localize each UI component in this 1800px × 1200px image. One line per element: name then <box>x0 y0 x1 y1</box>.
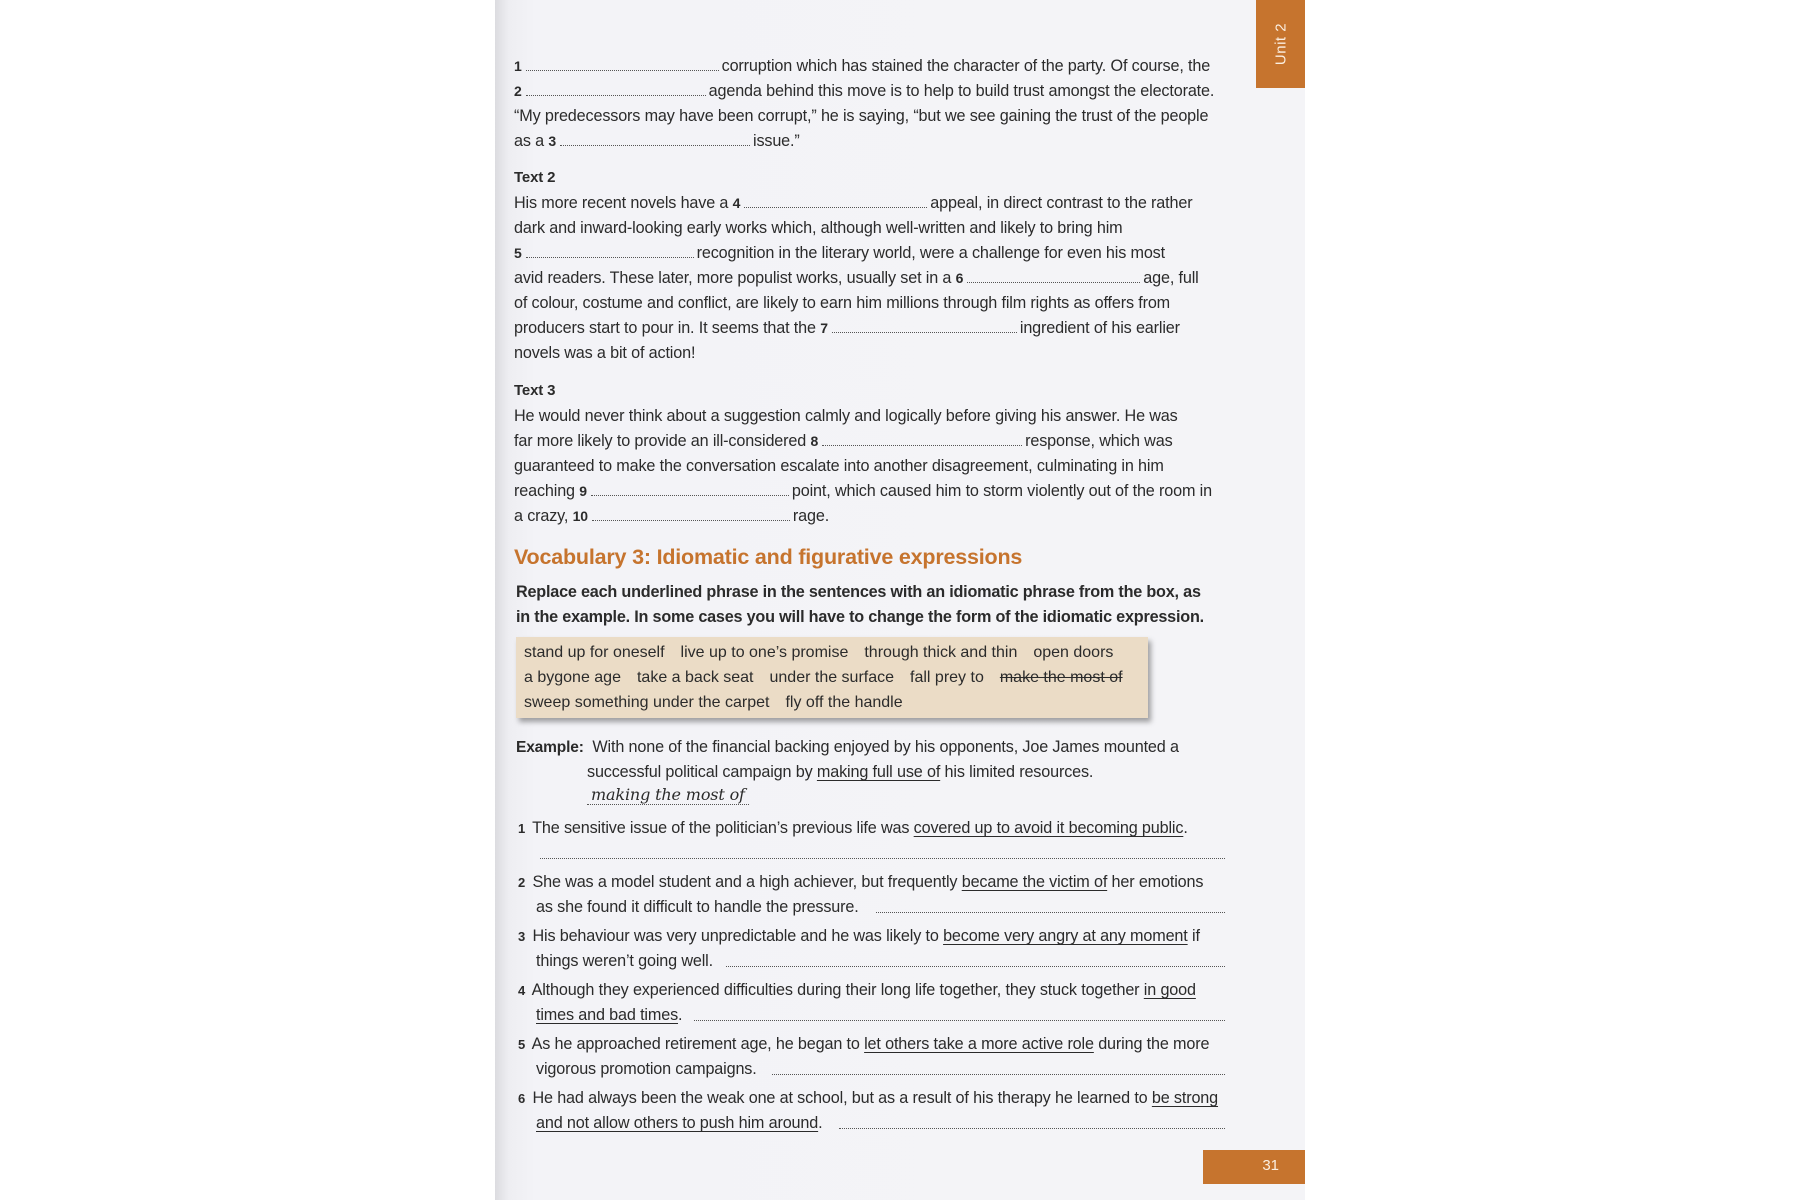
underlined-phrase: became the victim of <box>961 873 1108 891</box>
exercise-item-5 <box>518 1034 1209 1055</box>
text3-line3: guaranteed to make the conversation escalate into another disagreement, culminating in him <box>514 457 1164 475</box>
text: She was a model student and a high achiever, but frequently <box>532 873 958 891</box>
text: With none of the financial backing enjoyed by his opponents, Joe James mounted a <box>592 738 1179 756</box>
blank-number: 1 <box>514 58 522 74</box>
blank-number: 9 <box>579 483 587 499</box>
exercise-item-3-line2 <box>536 951 713 971</box>
text: He had always been the weak one at school, but as a result of his therapy he learned to <box>532 1089 1148 1107</box>
underlined-phrase: making full use of <box>816 763 941 781</box>
section-title: Vocabulary 3: Idiomatic and figurative expressions <box>514 545 1023 569</box>
exercise-item-5-line2 <box>536 1059 757 1079</box>
exercise-item-6 <box>518 1088 1218 1109</box>
underlined-phrase: in good <box>1143 981 1196 999</box>
blank-number: 3 <box>548 133 556 149</box>
text: His behaviour was very unpredictable and he was likely to <box>532 927 939 945</box>
text2-line7: novels was a bit of action! <box>514 344 696 362</box>
exercise-item-3 <box>518 926 1200 947</box>
answer-blank-1[interactable] <box>526 56 719 71</box>
answer-line-3[interactable] <box>726 966 1225 967</box>
idiom: live up to one’s promise <box>680 644 849 661</box>
idiom: fly off the handle <box>785 694 903 711</box>
text: recognition in the literary world, were a challenge for even his most <box>696 244 1165 262</box>
item-number: 1 <box>518 821 526 836</box>
blank-number: 7 <box>820 320 828 336</box>
handwritten-answer: making the most of <box>587 785 749 805</box>
text: as a <box>514 132 544 150</box>
item-number: 3 <box>518 929 526 944</box>
text2-line3 <box>514 243 1165 263</box>
answer-line-4[interactable] <box>694 1020 1225 1021</box>
idiom: sweep something under the carpet <box>524 694 770 711</box>
instruction-line1: Replace each underlined phrase in the sentences with an idiomatic phrase from the box, as <box>516 583 1201 601</box>
item-number: 5 <box>518 1037 526 1052</box>
idiom: a bygone age <box>524 669 621 686</box>
answer-blank-2[interactable] <box>526 81 706 96</box>
idiom: fall prey to <box>910 669 984 686</box>
answer-blank-5[interactable] <box>526 243 694 258</box>
underlined-phrase: times and bad times <box>536 1006 679 1024</box>
example-line1 <box>516 737 1179 758</box>
underlined-phrase: and not allow others to push him around <box>536 1114 819 1132</box>
text: As he approached retirement age, he began to <box>531 1035 860 1053</box>
text1-line1 <box>514 56 1210 76</box>
blank-number: 8 <box>810 433 819 449</box>
example-label: Example: <box>516 739 584 756</box>
text: agenda behind this move is to help to build trust amongst the electorate. <box>708 82 1215 100</box>
idiom-row <box>524 694 919 712</box>
text: her emotions <box>1111 873 1204 891</box>
answer-blank-8[interactable] <box>822 431 1022 446</box>
text: The sensitive issue of the politician’s previous life was <box>532 819 910 837</box>
exercise-item-4-line2 <box>536 1005 682 1025</box>
text: appeal, in direct contrast to the rather <box>930 194 1193 212</box>
text: ingredient of his earlier <box>1019 319 1180 337</box>
text1-line3: “My predecessors may have been corrupt,” he is saying, “but we see gaining the trust of the people <box>514 107 1209 125</box>
answer-blank-9[interactable] <box>591 481 789 496</box>
blank-number: 5 <box>514 245 522 261</box>
text: producers start to pour in. It seems that the <box>514 319 816 337</box>
text: His more recent novels have a <box>514 194 729 212</box>
underlined-phrase: let others take a more active role <box>864 1035 1094 1053</box>
text2-line5: of colour, costume and conflict, are likely to earn him millions through film rights as offers from <box>514 294 1171 312</box>
idiom: stand up for oneself <box>524 644 665 661</box>
idiom: under the surface <box>769 669 895 686</box>
text: as she found it difficult to handle the pressure. <box>536 898 859 916</box>
text: . <box>678 1006 683 1024</box>
text2-line4 <box>514 268 1199 288</box>
answer-line-6[interactable] <box>839 1128 1225 1129</box>
answer-line-5[interactable] <box>772 1074 1225 1075</box>
exercise-item-2 <box>518 872 1203 893</box>
instruction-line2: in the example. In some cases you will have to change the form of the idiomatic expression. <box>516 608 1204 626</box>
answer-blank-10[interactable] <box>592 506 790 521</box>
text2-heading: Text 2 <box>514 169 556 186</box>
exercise-item-1 <box>518 818 1188 839</box>
text: issue.” <box>753 132 800 150</box>
text3-line2 <box>514 431 1173 451</box>
text1-line2 <box>514 81 1214 101</box>
page-number-box <box>1203 1150 1305 1184</box>
text: . <box>818 1114 823 1132</box>
text: vigorous promotion campaigns. <box>536 1060 757 1078</box>
answer-line-1[interactable] <box>540 858 1225 859</box>
answer-blank-7[interactable] <box>832 318 1017 333</box>
text: during the more <box>1098 1035 1210 1053</box>
blank-number: 10 <box>572 508 588 524</box>
exercise-item-6-line2 <box>536 1113 822 1133</box>
answer-line-2[interactable] <box>876 912 1225 913</box>
text1-line4 <box>514 131 800 151</box>
idiom: take a back seat <box>636 669 754 686</box>
example-line2 <box>587 762 1093 782</box>
text: response, which was <box>1025 432 1173 450</box>
text: his limited resources. <box>944 763 1094 781</box>
idiom: through thick and thin <box>864 644 1018 661</box>
text: far more likely to provide an ill-considered <box>514 432 807 450</box>
exercise-item-4 <box>518 980 1196 1001</box>
text2-line1 <box>514 193 1192 213</box>
exercise-item-2-line2 <box>536 897 859 917</box>
idiom-box <box>516 637 1148 718</box>
answer-blank-4[interactable] <box>744 193 927 208</box>
underlined-phrase: be strong <box>1151 1089 1219 1107</box>
text: a crazy, <box>514 507 569 525</box>
text: avid readers. These later, more populist works, usually set in a <box>514 269 952 287</box>
text3-line1: He would never think about a suggestion calmly and logically before giving his answer. He was <box>514 407 1178 425</box>
text3-heading: Text 3 <box>514 382 556 399</box>
text: corruption which has stained the character of the party. Of course, the <box>721 57 1211 75</box>
underlined-phrase: become very angry at any moment <box>943 927 1188 945</box>
text: age, full <box>1143 269 1199 287</box>
item-number: 2 <box>518 875 526 890</box>
item-number: 4 <box>518 983 526 998</box>
text: point, which caused him to storm violently out of the room in <box>791 482 1212 500</box>
idiom-crossed-out: make the most of <box>999 669 1123 686</box>
text: rage. <box>792 507 830 525</box>
text2-line2: dark and inward-looking early works which, although well-written and likely to bring him <box>514 219 1123 237</box>
text: successful political campaign by <box>587 763 813 781</box>
idiom-row <box>524 644 1129 662</box>
text: things weren’t going well. <box>536 952 713 970</box>
page-number: 31 <box>1262 1157 1279 1174</box>
item-number: 6 <box>518 1091 526 1106</box>
text: reaching <box>514 482 575 500</box>
idiom: open doors <box>1033 644 1114 661</box>
text3-line5 <box>514 506 829 526</box>
text: Although they experienced difficulties during their long life together, they stuck together <box>531 981 1140 999</box>
idiom-row <box>524 669 1139 687</box>
blank-number: 6 <box>955 270 964 286</box>
blank-number: 2 <box>514 83 522 99</box>
example-answer <box>587 785 749 805</box>
text: . <box>1183 819 1188 837</box>
blank-number: 4 <box>732 195 741 211</box>
unit-tab <box>1256 0 1305 88</box>
answer-blank-6[interactable] <box>967 268 1140 283</box>
answer-blank-3[interactable] <box>560 131 750 146</box>
text3-line4 <box>514 481 1212 501</box>
text: if <box>1192 927 1200 945</box>
underlined-phrase: covered up to avoid it becoming public <box>913 819 1184 837</box>
text2-line6 <box>514 318 1180 338</box>
unit-label: Unit 2 <box>1272 22 1289 66</box>
